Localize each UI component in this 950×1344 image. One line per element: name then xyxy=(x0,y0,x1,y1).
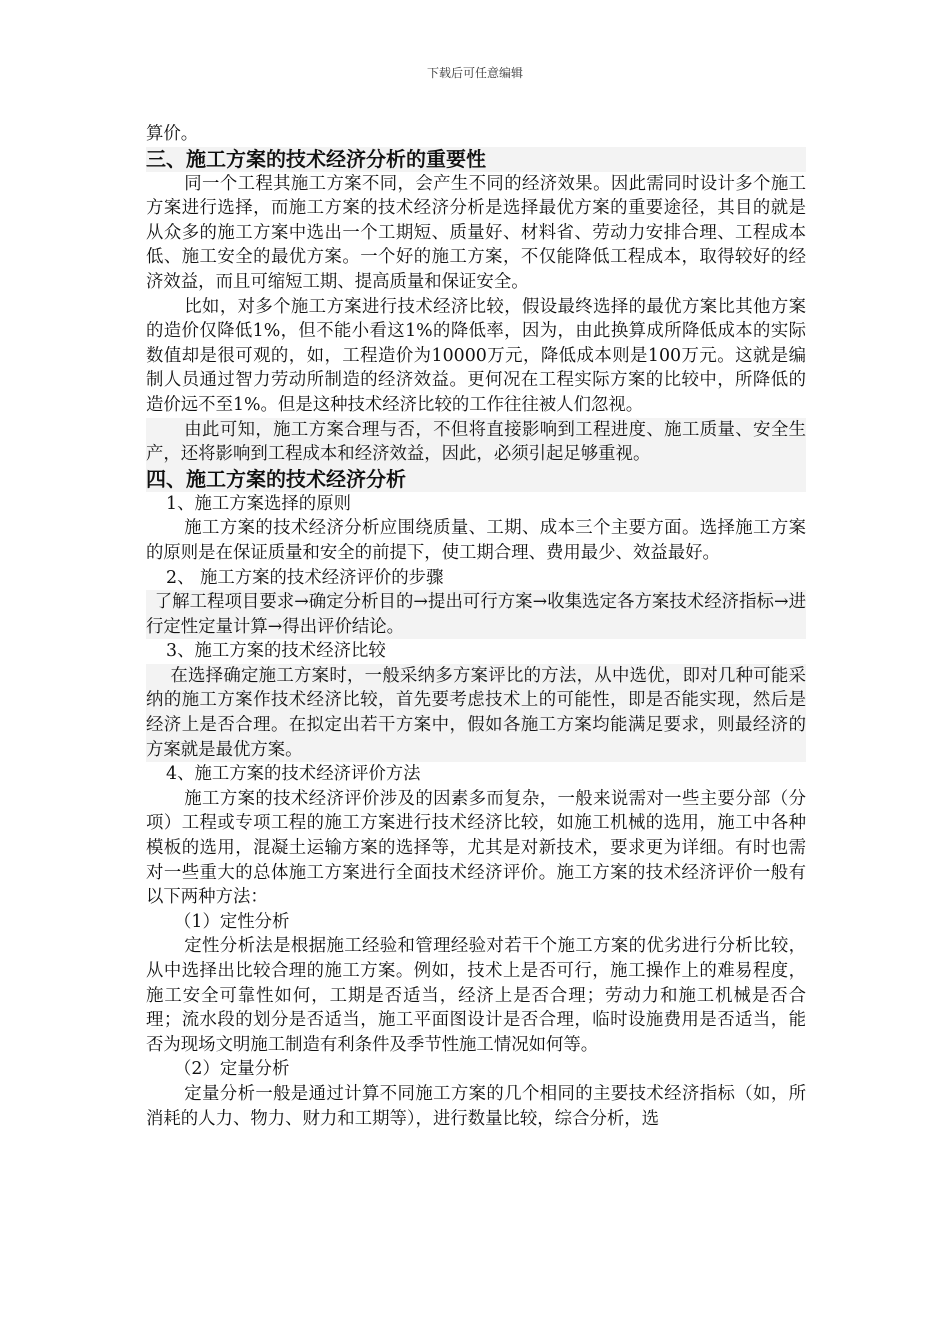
subsection-heading-3: 3、施工方案的技术经济比较 xyxy=(166,641,386,662)
section-heading-3: 三、施工方案的技术经济分析的重要性 xyxy=(146,147,806,172)
document-body xyxy=(146,122,806,1131)
paragraph: 施工方案的技术经济分析应围绕质量、工期、成本三个主要方面。选择施工方案的原则是在保证质量和安全的前提下，使工期合理、费用最少、效益最好。 xyxy=(146,518,806,563)
subsection-heading-2: 2、 施工方案的技术经济评价的步骤 xyxy=(166,567,444,588)
paragraph: 定量分析一般是通过计算不同施工方案的几个相同的主要技术经济指标（如，所消耗的人力、物力、财力和工期等），进行数量比较，综合分析，选 xyxy=(146,1083,806,1129)
subsection-heading-4: 4、施工方案的技术经济评价方法 xyxy=(166,764,421,785)
method-heading-qualitative: （1）定性分析 xyxy=(174,911,290,932)
paragraph: 同一个工程其施工方案不同，会产生不同的经济效果。因此需同时设计多个施工方案进行选择，而施工方案的技术经济分析是选择最优方案的重要途径，其目的就是从众多的施工方案中选出一个工期短、质量好、材料省、劳动力安排合理、工程成本低、施工安全的最优方案。一个好的施工方案，不仅能降低工程成本，取得较好的经济效益，而且可缩短工期、提高质量和保证安全。 xyxy=(146,173,806,292)
paragraph: 由此可知，施工方案合理与否，不但将直接影响到工程进度、施工质量、安全生产，还将影响到工程成本和经济效益，因此，必须引起足够重视。 xyxy=(146,418,806,467)
paragraph-continuation: 算价。 xyxy=(146,124,199,144)
subsection-heading-1: 1、施工方案选择的原则 xyxy=(166,493,351,514)
paragraph: 比如，对多个施工方案进行技术经济比较，假设最终选择的最优方案比其他方案的造价仅降低1%，但不能小看这1%的降低率，因为，由此换算成所降低成本的实际数值却是很可观的，如，工程造价为10000万元，降低成本则是100万元。这就是编制人员通过智力劳动所制造的经济效益。更何况在工程实际方案的比较中，所降低的造价远不至1%。但是这种技术经济比较的工作往往被人们忽视。 xyxy=(146,296,806,415)
paragraph: 定性分析法是根据施工经验和管理经验对若干个施工方案的优劣进行分析比较，从中选择出比较合理的施工方案。例如，技术上是否可行，施工操作上的难易程度，施工安全可靠性如何，工期是否适当，经济上是否合理；劳动力和施工机械是否合理；流水段的划分是否适当，施工平面图设计是否合理，临时设施费用是否适当，能否为现场文明施工制造有利条件及季节性施工情况如何等。 xyxy=(146,936,806,1055)
paragraph: 施工方案的技术经济评价涉及的因素多而复杂，一般来说需对一些主要分部（分项）工程或专项工程的施工方案进行技术经济比较，如施工机械的选用，施工中各种模板的选用，混凝土运输方案的选择等，尤其是对新技术，要求更为详细。有时也需对一些重大的总体施工方案进行全面技术经济评价。施工方案的技术经济评价一般有以下两种方法： xyxy=(146,788,806,908)
section-heading-4: 四、施工方案的技术经济分析 xyxy=(146,467,806,492)
page-header: 下载后可任意编辑 xyxy=(426,66,523,80)
paragraph-steps: 了解工程项目要求→确定分析目的→提出可行方案→收集选定各方案技术经济指标→进行定性定量计算→得出评价结论。 xyxy=(146,590,806,639)
paragraph: 在选择确定施工方案时，一般采纳多方案评比的方法，从中选优，即对几种可能采纳的施工方案作技术经济比较，首先要考虑技术上的可能性，即是否能实现，然后是经济上是否合理。在拟定出若干方案中，假如各施工方案均能满足要求，则最经济的方案就是最优方案。 xyxy=(146,664,806,762)
method-heading-quantitative: （2）定量分析 xyxy=(174,1059,290,1080)
